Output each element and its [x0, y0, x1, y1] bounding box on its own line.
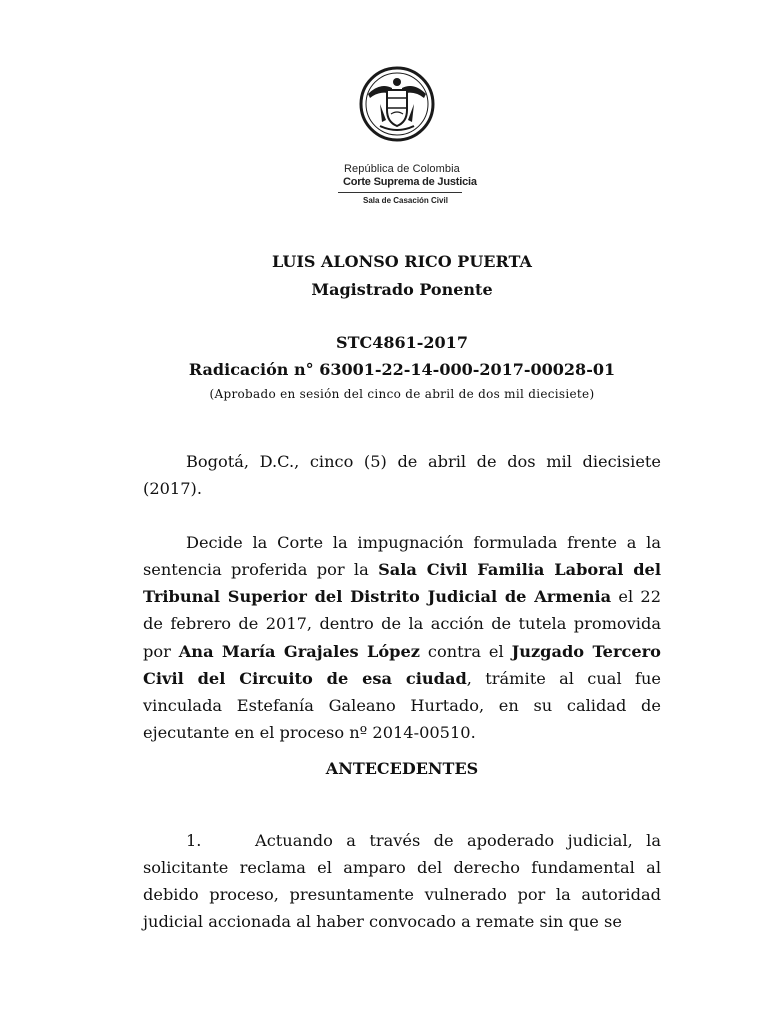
decision-text-3: contra el — [420, 641, 512, 661]
header-divider — [338, 192, 462, 193]
decision-text-2: el 22 de febrero de 2017, dentro de la acción de tutela promovida por — [143, 587, 661, 661]
decision-paragraph — [143, 529, 661, 746]
chamber-name: Sala de Casación Civil — [363, 196, 448, 205]
magistrate-role: Magistrado Ponente — [311, 280, 493, 299]
section-heading: ANTECEDENTES — [325, 759, 479, 778]
petitioner-name: Ana María Grajales López — [178, 641, 420, 661]
coat-of-arms-icon — [358, 64, 436, 152]
approval-note: (Aprobado en sesión del cinco de abril de dos mil diecisiete) — [209, 387, 595, 401]
background-paragraph-1: 1. Actuando a través de apoderado judicial, la solicitante reclama el amparo del derecho fundamental al debido proceso, presuntamente vulnerado por la autoridad judicial accionada al haber convocado a remate sin que se — [143, 831, 661, 932]
decision-text-1: Decide la Corte la impugnación formulada frente a la sentencia proferida por la — [143, 533, 661, 580]
case-code: STC4861-2017 — [336, 333, 468, 352]
coat-of-arms-graphic — [358, 64, 436, 152]
case-radicacion: Radicación n° 63001-22-14-000-2017-00028-01 — [188, 360, 616, 379]
tribunal-name: Sala Civil Familia Laboral del Tribunal Superior del Distrito Judicial de Armenia — [143, 560, 661, 607]
court-name: Corte Suprema de Justicia — [343, 176, 477, 188]
magistrate-name: LUIS ALONSO RICO PUERTA — [272, 252, 532, 271]
respondent-court: Juzgado Tercero Civil del Circuito de esa ciudad — [143, 641, 661, 688]
country-name: República de Colombia — [344, 163, 460, 175]
date-paragraph: Bogotá, D.C., cinco (5) de abril de dos mil diecisiete (2017). — [143, 452, 661, 499]
decision-text-4: , trámite al cual fue vinculada Estefanía Galeano Hurtado, en su calidad de ejecutante en el proceso nº 2014-00510. — [143, 668, 661, 742]
